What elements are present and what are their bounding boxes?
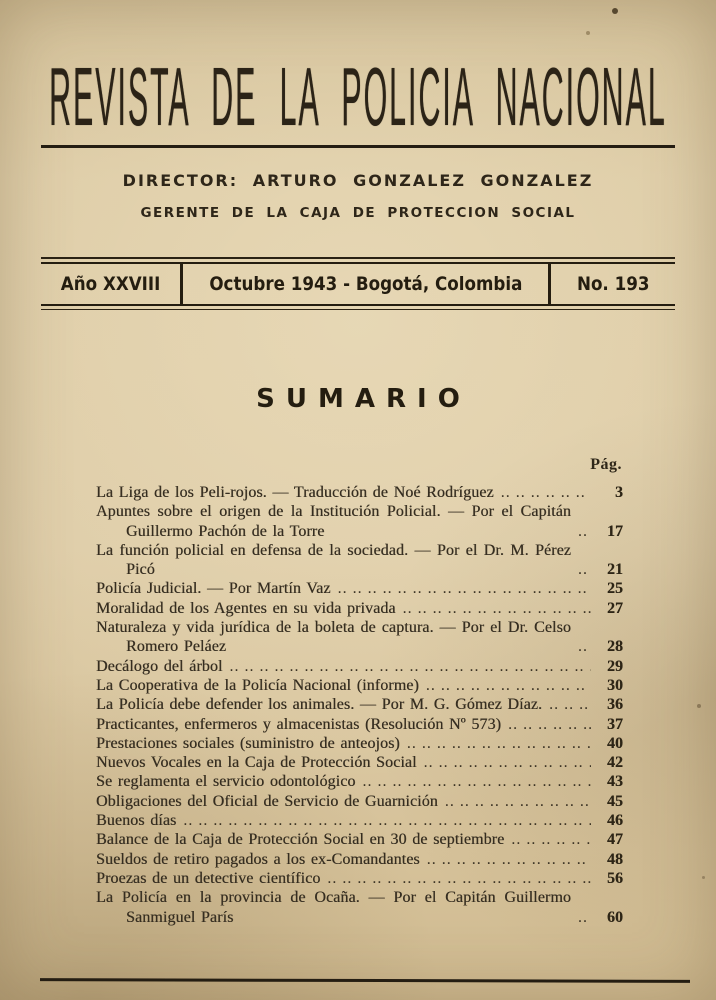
dot-leader [331,579,591,598]
toc-entry-title: La función policial en defensa de la sociedad. — Por el Dr. M. Pérez Picó [96,541,571,579]
toc-entry [96,695,623,714]
dot-leader [396,599,591,618]
dot-leader [571,908,591,927]
toc-entry-title: Balance de la Caja de Protección Social en 30 de septiembre [96,831,505,849]
toc-entry-title: Buenos días [96,812,177,830]
issue-bar-bottom-thin-rule [41,309,675,311]
toc-entry [96,811,623,830]
masthead [0,49,716,143]
toc-entry [96,830,623,849]
issue-date-cell [180,264,548,304]
footer-rule [40,978,690,983]
toc-entry-page: 30 [607,676,623,694]
toc-entry-title: Decálogo del árbol [96,657,223,675]
page-column-label: Pág. [590,456,622,473]
dot-leader [420,850,591,869]
toc-entry [96,657,623,676]
dot-leader [438,792,591,811]
dot-leader [571,637,591,656]
sumario-heading: SUMARIO [256,384,471,414]
dot-leader [223,657,591,676]
dot-leader [494,483,591,502]
toc-entry-page: 60 [607,908,623,926]
toc-entry [96,502,623,541]
masthead-title: REVISTA DE LA POLICIA NACIONAL [49,49,667,143]
toc-entry-title: La Cooperativa de la Policía Nacional (informe) [96,676,419,694]
toc-entry-page: 3 [615,484,623,501]
director-line: DIRECTOR: ARTURO GONZALEZ GONZALEZ [122,171,594,190]
toc-entry-title: Sueldos de retiro pagados a los ex-Comandantes [96,850,420,868]
dot-leader [356,772,591,791]
toc-entry [96,483,623,502]
toc-entry-page: 37 [607,715,623,733]
masthead-rule [41,145,675,148]
dot-leader [176,811,591,830]
toc-entry-title: Apuntes sobre el origen de la Institución Policial. — Por el Capitán Guillermo Pachón de la Torre [96,503,571,540]
dot-leader [571,560,591,579]
toc-entry [96,541,623,580]
paper-speck [702,876,705,879]
toc-entry [96,579,623,598]
toc-entry-title: Nuevos Vocales en la Caja de Protección Social [96,754,417,772]
toc-entry-title: Moralidad de los Agentes en su vida privada [96,599,396,617]
toc-entry [96,753,623,772]
toc-entry [96,734,623,753]
paper-speck [612,8,618,14]
toc-entry-page: 17 [607,522,623,540]
issue-number: No. 193 [576,272,650,295]
toc-entry-title: Proezas de un detective científico [96,869,321,887]
toc-entry [96,676,623,695]
toc-entry-title: Policía Judicial. — Por Martín Vaz [96,580,331,598]
issue-year: Año XXVIII [60,272,161,295]
toc-entry [96,888,623,927]
toc-entry-page: 46 [607,812,623,830]
toc-entry-page: 28 [607,638,623,656]
toc-entry-title: La Policía en la provincia de Ocaña. — Por el Capitán Guillermo Sanmiguel París [96,889,571,926]
dot-leader [501,715,591,734]
toc-list [96,483,623,927]
toc-entry-page: 21 [607,561,623,579]
toc-entry-title: La Policía debe defender los animales. — Por M. G. Gómez Díaz. [96,696,543,714]
issue-bar [41,257,675,310]
table-of-contents [96,456,623,927]
toc-entry-page: 40 [607,734,623,752]
toc-entry-title: Naturaleza y vida jurídica de la boleta de captura. — Por el Dr. Celso Romero Peláez [96,619,571,656]
toc-entry [96,715,623,734]
toc-entry-page: 48 [607,850,623,868]
dot-leader [400,734,591,753]
toc-entry-page: 29 [607,657,623,675]
dot-leader [419,676,591,695]
toc-entry-page: 42 [607,754,623,772]
toc-entry-page: 36 [607,696,623,714]
issue-year-cell [41,264,180,304]
issue-number-cell [548,264,675,304]
toc-entry-page: 56 [607,869,623,887]
toc-entry [96,599,623,618]
paper-speck [697,704,701,708]
toc-entry [96,772,623,791]
dot-leader [542,695,591,714]
toc-entry-page: 47 [607,831,623,849]
toc-entry-title: Practicantes, enfermeros y almacenistas (Resolución Nº 573) [96,715,502,733]
toc-entry-page: 25 [607,580,623,598]
toc-entry [96,792,623,811]
dot-leader [417,753,591,772]
toc-entry-title: Se reglamenta el servicio odontológico [96,773,356,791]
toc-entry-title: Obligaciones del Oficial de Servicio de Guarnición [96,792,438,810]
gerente-line: GERENTE DE LA CAJA DE PROTECCION SOCIAL [140,205,576,221]
paper-speck [586,31,590,35]
issue-date-place: Octubre 1943 - Bogotá, Colombia [208,272,523,295]
dot-leader [320,869,591,888]
toc-entry [96,850,623,869]
dot-leader [504,830,591,849]
toc-entry-title: La Liga de los Peli-rojos. — Traducción de Noé Rodríguez [96,484,494,501]
issue-bar-row [41,262,675,306]
toc-entry [96,869,623,888]
toc-entry-page: 43 [607,773,623,791]
toc-entry-page: 27 [607,599,623,617]
toc-entry [96,618,623,657]
dot-leader [571,522,591,541]
toc-entry-title: Prestaciones sociales (suministro de anteojos) [96,734,400,752]
toc-entry-page: 45 [607,792,623,810]
